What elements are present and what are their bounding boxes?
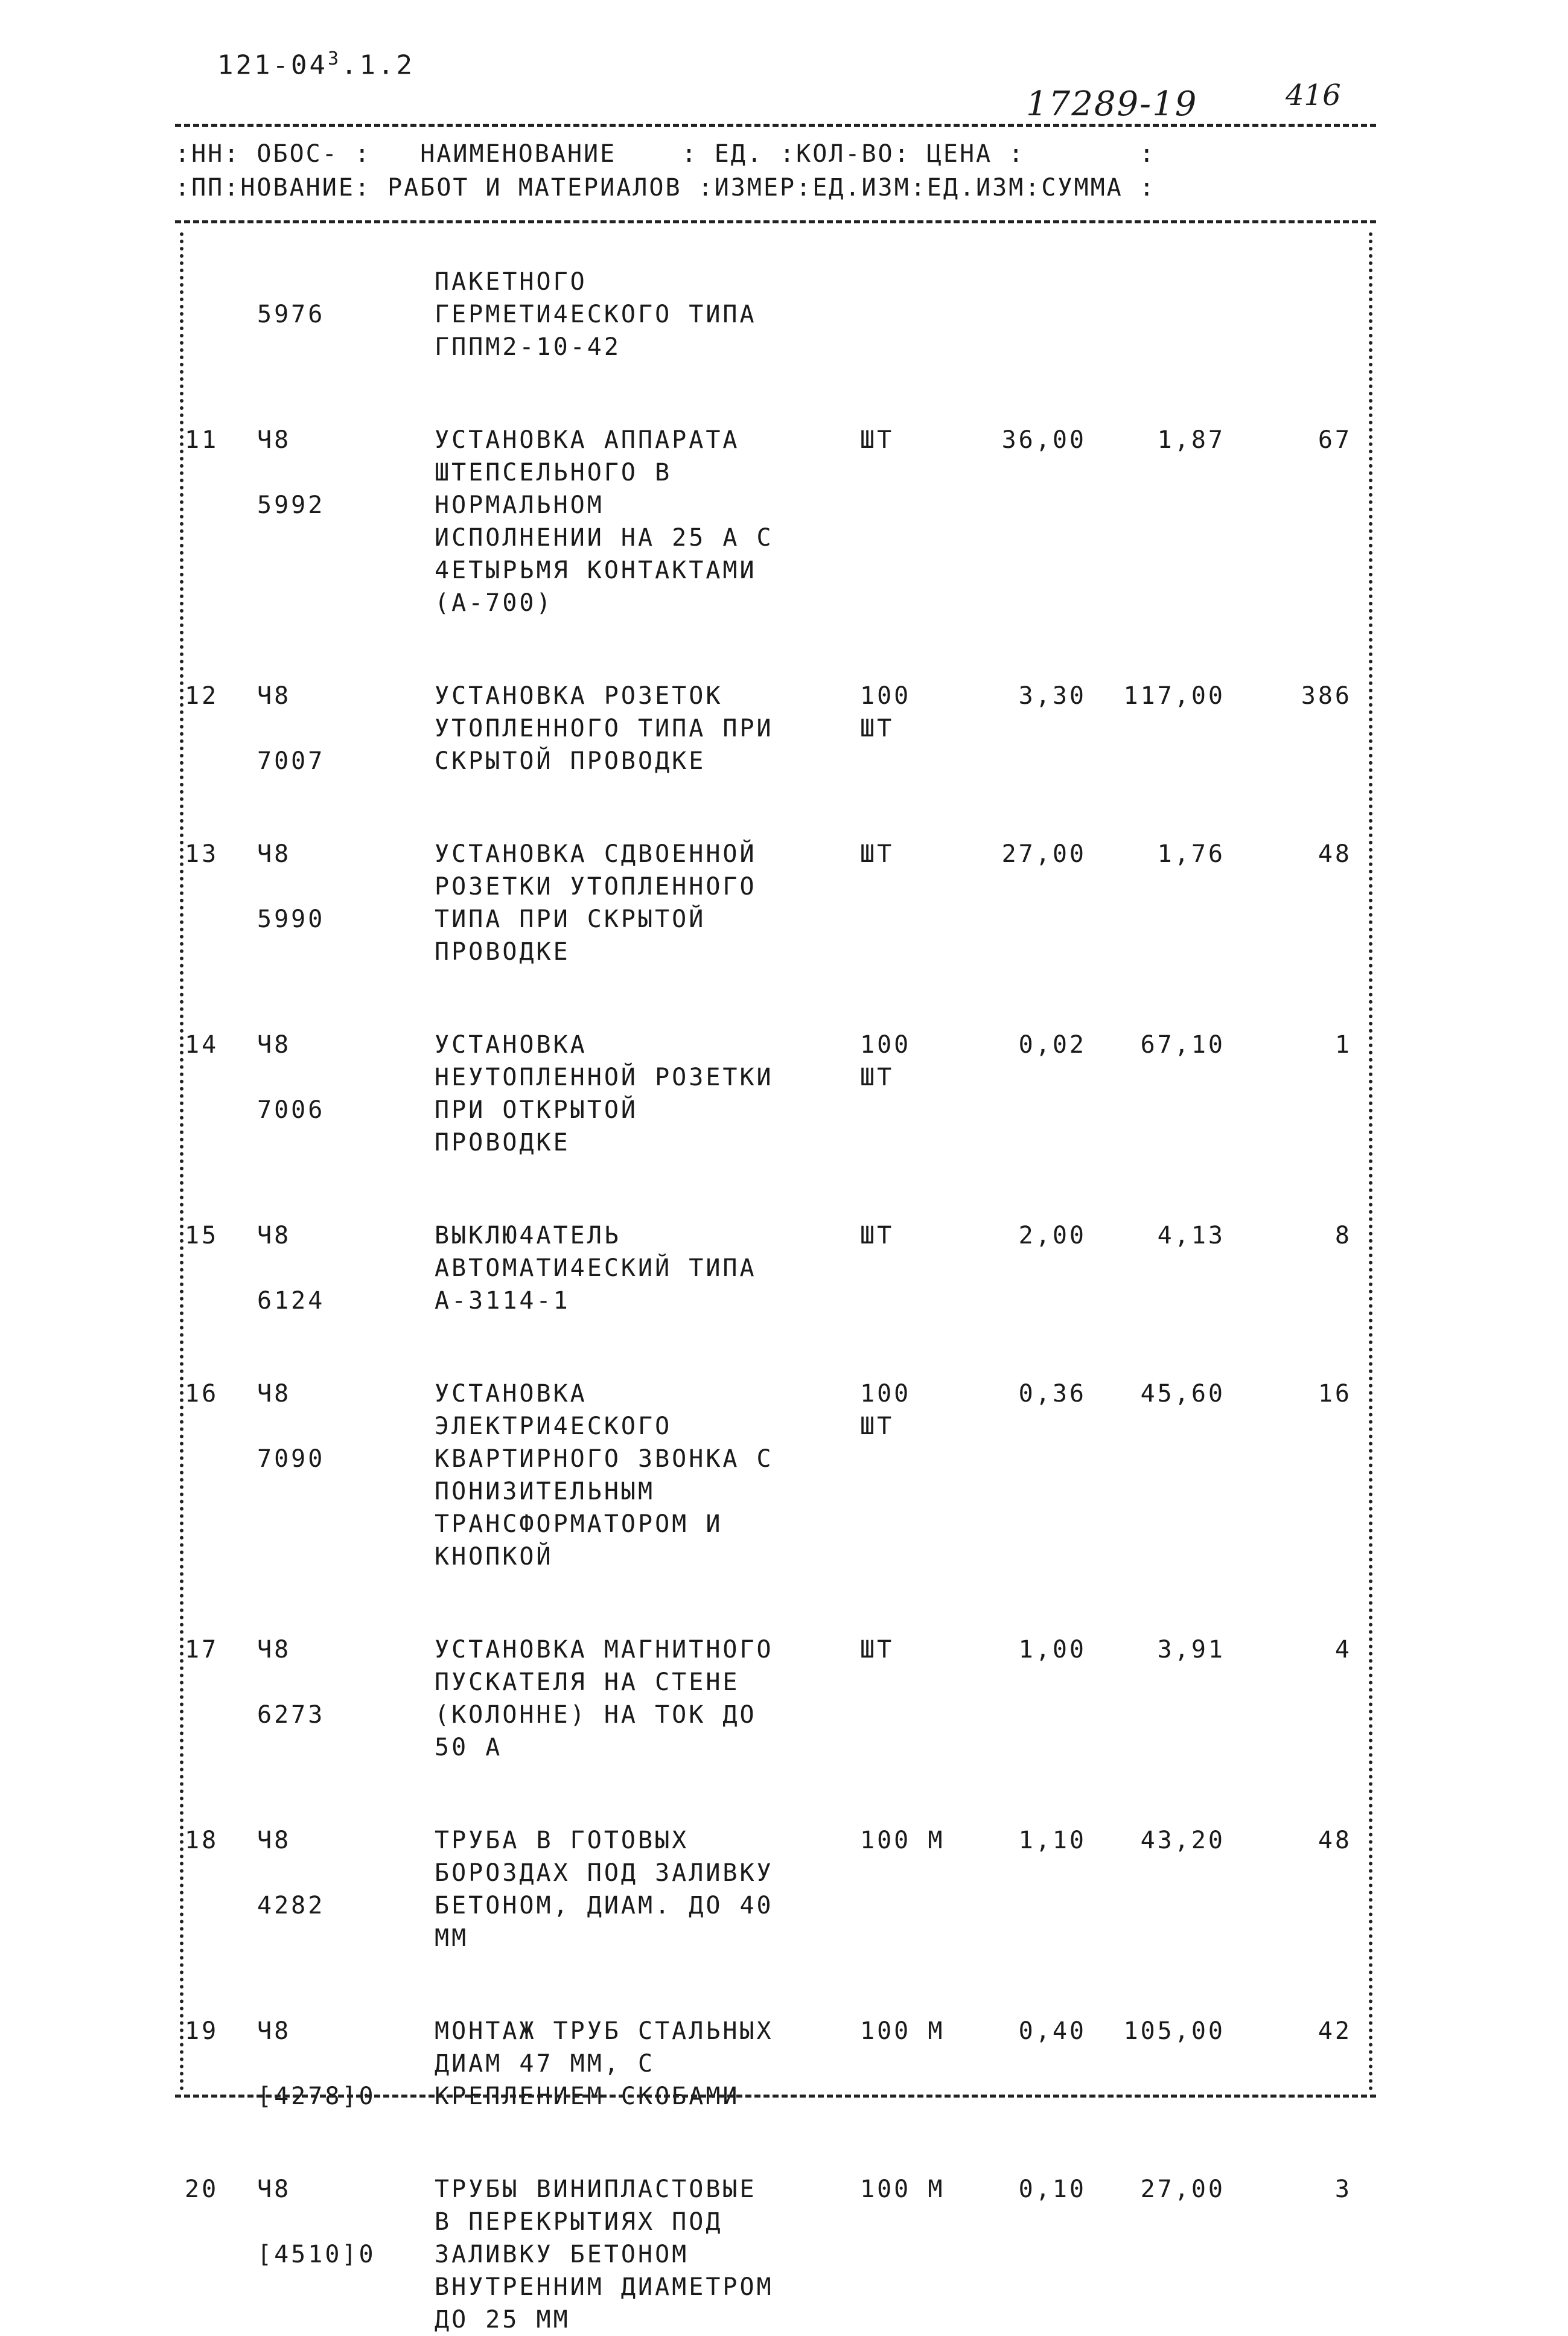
table-header-line-2: :ПП:НОВАНИЕ: РАБОТ И МАТЕРИАЛОВ :ИЗМЕР:ЕД.ИЗМ:ЕД.ИЗМ:СУММА : — [175, 174, 1156, 202]
row-quantity: 0,02 — [1018, 1031, 1086, 1059]
row-unit-line: ШТ — [860, 715, 894, 742]
row-name-line: РОЗЕТКИ УТОПЛЕННОГО — [435, 873, 757, 901]
row-unit — [860, 1824, 945, 1857]
row-number: 18 — [185, 1827, 219, 1854]
row-name-line: ГППМ2-10-42 — [435, 333, 621, 361]
row-name-line: ВЫКЛЮ4АТЕЛЬ — [435, 1222, 621, 1249]
row-unit-line: ШТ — [860, 840, 894, 868]
row-name-line: ПРОВОДКЕ — [435, 938, 570, 966]
row-number: 17 — [185, 1636, 219, 1664]
row-sum: 4 — [1334, 1636, 1352, 1664]
row-name-line: В ПЕРЕКРЫТИЯХ ПОД — [435, 2208, 723, 2236]
row-basis: Ч8 — [257, 2175, 292, 2203]
row-number: 11 — [185, 426, 219, 454]
row-name-line: УСТАНОВКА МАГНИТНОГО — [435, 1636, 774, 1664]
row-code: 4282 — [257, 1892, 325, 1920]
row-code: 7007 — [257, 747, 325, 775]
row-unit-line: ШТ — [860, 426, 894, 454]
row-quantity: 2,00 — [1018, 1222, 1086, 1249]
row-sum: 42 — [1318, 2017, 1352, 2045]
row-sum: 67 — [1318, 426, 1352, 454]
row-name-line: 4ЕТЫРЬМЯ КОНТАКТАМИ — [435, 557, 757, 584]
row-unit-line: 100 М — [860, 2175, 945, 2203]
row-name — [435, 838, 757, 968]
row-code: 6124 — [257, 1287, 325, 1315]
row-sum: 16 — [1318, 1380, 1352, 1408]
row-price: 43,20 — [1140, 1827, 1225, 1854]
row-name-line: АВТОМАТИ4ЕСКИЙ ТИПА — [435, 1254, 757, 1282]
row-unit-line: ШТ — [860, 1412, 894, 1440]
row-number: 14 — [185, 1031, 219, 1059]
row-quantity: 3,30 — [1018, 682, 1086, 710]
row-unit — [860, 1219, 894, 1252]
row-name-line: СКРЫТОЙ ПРОВОДКЕ — [435, 747, 706, 775]
row-name — [435, 1029, 774, 1159]
row-name — [435, 1219, 757, 1317]
row-sum: 48 — [1318, 840, 1352, 868]
row-name — [435, 680, 774, 777]
row-quantity: 1,00 — [1018, 1636, 1086, 1664]
row-unit-line: 100 — [860, 1031, 911, 1059]
handwritten-number: 17289-19 — [1026, 85, 1198, 124]
row-price: 27,00 — [1140, 2175, 1225, 2203]
document-code-main: 121-04 — [217, 49, 328, 81]
row-name-line: НОРМАЛЬНОМ — [435, 491, 604, 519]
row-unit — [860, 1377, 911, 1443]
document-code-superscript: 3 — [327, 48, 342, 69]
document-code — [217, 48, 415, 81]
row-name-line: БОРОЗДАХ ПОД ЗАЛИВКУ — [435, 1859, 774, 1887]
row-name-line: А-3114-1 — [435, 1287, 570, 1315]
row-name-line: ПАКЕТНОГО — [435, 268, 587, 296]
row-unit-line: 100 — [860, 682, 911, 710]
row-price: 105,00 — [1123, 2017, 1225, 2045]
row-name-line: УСТАНОВКА СДВОЕННОЙ — [435, 840, 757, 868]
row-name-line: ПУСКАТЕЛЯ НА СТЕНЕ — [435, 1668, 740, 1696]
row-basis: Ч8 — [257, 1031, 292, 1059]
row-name — [435, 2173, 774, 2336]
row-quantity: 0,36 — [1018, 1380, 1086, 1408]
row-name-line: НЕУТОПЛЕННОЙ РОЗЕТКИ — [435, 1064, 774, 1091]
row-code: 5990 — [257, 905, 325, 933]
row-name-line: КРЕПЛЕНИЕМ СКОБАМИ — [435, 2082, 740, 2110]
row-price: 1,76 — [1157, 840, 1225, 868]
row-name-line: ПОНИЗИТЕЛЬНЫМ — [435, 1478, 655, 1505]
row-number: 16 — [185, 1380, 219, 1408]
row-name-line: ЭЛЕКТРИ4ЕСКОГО — [435, 1412, 672, 1440]
table-header-rule — [175, 220, 1376, 223]
row-sum: 8 — [1334, 1222, 1352, 1249]
row-name-line: ТРУБА В ГОТОВЫХ — [435, 1827, 689, 1854]
row-number: 13 — [185, 840, 219, 868]
row-name-line: МОНТАЖ ТРУБ СТАЛЬНЫХ — [435, 2017, 774, 2045]
row-name-line: БЕТОНОМ, ДИАМ. ДО 40 — [435, 1892, 774, 1920]
row-basis: Ч8 — [257, 2017, 292, 2045]
row-unit-line: ШТ — [860, 1636, 894, 1664]
row-basis: Ч8 — [257, 426, 292, 454]
row-quantity: 1,10 — [1018, 1827, 1086, 1854]
row-name-line: (А-700) — [435, 589, 553, 617]
table-left-border — [180, 232, 183, 2092]
row-price: 1,87 — [1157, 426, 1225, 454]
row-name-line: ТИПА ПРИ СКРЫТОЙ — [435, 905, 706, 933]
row-number: 19 — [185, 2017, 219, 2045]
row-unit-line: ШТ — [860, 1222, 894, 1249]
row-code: 6273 — [257, 1701, 325, 1729]
row-name — [435, 266, 757, 363]
row-price: 67,10 — [1140, 1031, 1225, 1059]
row-name-line: ДО 25 ММ — [435, 2306, 570, 2334]
table-header-line-1: :НН: ОБОС- : НАИМЕНОВАНИЕ : ЕД. :КОЛ-ВО: ЦЕНА : : — [175, 140, 1156, 168]
row-price: 117,00 — [1123, 682, 1225, 710]
row-number: 20 — [185, 2175, 219, 2203]
row-basis: Ч8 — [257, 1827, 292, 1854]
row-sum: 1 — [1334, 1031, 1352, 1059]
row-code: 5976 — [257, 301, 325, 328]
row-name-line: ТРАНСФОРМАТОРОМ И — [435, 1510, 723, 1538]
row-quantity: 36,00 — [1001, 426, 1086, 454]
row-unit — [860, 680, 911, 745]
row-price: 45,60 — [1140, 1380, 1225, 1408]
row-basis: Ч8 — [257, 840, 292, 868]
row-name-line: ТРУБЫ ВИНИПЛАСТОВЫЕ — [435, 2175, 757, 2203]
row-number: 15 — [185, 1222, 219, 1249]
row-sum: 3 — [1334, 2175, 1352, 2203]
row-unit-line: ШТ — [860, 1064, 894, 1091]
row-name-line: ПРОВОДКЕ — [435, 1129, 570, 1157]
row-name-line: ШТЕПСЕЛЬНОГО В — [435, 459, 672, 487]
row-name-line: ГЕРМЕТИ4ЕСКОГО ТИПА — [435, 301, 757, 328]
row-name-line: ВНУТРЕННИМ ДИАМЕТРОМ — [435, 2273, 774, 2301]
row-name — [435, 424, 774, 619]
row-name-line: УСТАНОВКА РОЗЕТОК — [435, 682, 723, 710]
row-quantity: 27,00 — [1001, 840, 1086, 868]
row-name — [435, 1824, 774, 1955]
row-code: [4278]0 — [257, 2082, 376, 2110]
row-name-line: КНОПКОЙ — [435, 1543, 553, 1571]
row-name — [435, 1377, 774, 1573]
row-price: 3,91 — [1157, 1636, 1225, 1664]
row-unit — [860, 1633, 894, 1666]
row-unit-line: 100 — [860, 1380, 911, 1408]
row-unit — [860, 2015, 945, 2047]
row-basis: Ч8 — [257, 1222, 292, 1249]
row-code: 5992 — [257, 491, 325, 519]
row-unit — [860, 2173, 945, 2206]
table-right-border — [1369, 232, 1372, 2092]
row-code: 7090 — [257, 1445, 325, 1473]
row-unit — [860, 1029, 911, 1094]
row-name-line: УСТАНОВКА — [435, 1031, 587, 1059]
row-sum: 386 — [1301, 682, 1352, 710]
table-bottom-rule — [175, 2095, 1376, 2098]
row-name-line: КВАРТИРНОГО ЗВОНКА С — [435, 1445, 774, 1473]
row-name-line: УТОПЛЕННОГО ТИПА ПРИ — [435, 715, 774, 742]
row-unit — [860, 424, 894, 456]
handwritten-page-number: 416 — [1286, 78, 1341, 112]
row-name — [435, 2015, 774, 2113]
row-number: 12 — [185, 682, 219, 710]
row-unit — [860, 838, 894, 870]
document-code-suffix: .1.2 — [341, 49, 415, 81]
row-quantity: 0,10 — [1018, 2175, 1086, 2203]
row-name-line: УСТАНОВКА АППАРАТА — [435, 426, 740, 454]
table-top-rule — [175, 124, 1376, 127]
row-basis: Ч8 — [257, 682, 292, 710]
row-basis: Ч8 — [257, 1380, 292, 1408]
row-unit-line: 100 М — [860, 2017, 945, 2045]
row-name-line: (КОЛОННЕ) НА ТОК ДО — [435, 1701, 757, 1729]
row-price: 4,13 — [1157, 1222, 1225, 1249]
row-unit-line: 100 М — [860, 1827, 945, 1854]
row-name-line: УСТАНОВКА — [435, 1380, 587, 1408]
row-code: 7006 — [257, 1096, 325, 1124]
row-name-line: ПРИ ОТКРЫТОЙ — [435, 1096, 638, 1124]
row-sum: 48 — [1318, 1827, 1352, 1854]
row-name — [435, 1633, 774, 1764]
row-name-line: ИСПОЛНЕНИИ НА 25 А С — [435, 524, 774, 552]
row-name-line: 50 А — [435, 1734, 503, 1761]
row-code: [4510]0 — [257, 2241, 376, 2268]
row-basis: Ч8 — [257, 1636, 292, 1664]
row-name-line: ММ — [435, 1924, 469, 1952]
row-name-line: ЗАЛИВКУ БЕТОНОМ — [435, 2241, 689, 2268]
row-name-line: ДИАМ 47 ММ, С — [435, 2050, 655, 2078]
row-quantity: 0,40 — [1018, 2017, 1086, 2045]
